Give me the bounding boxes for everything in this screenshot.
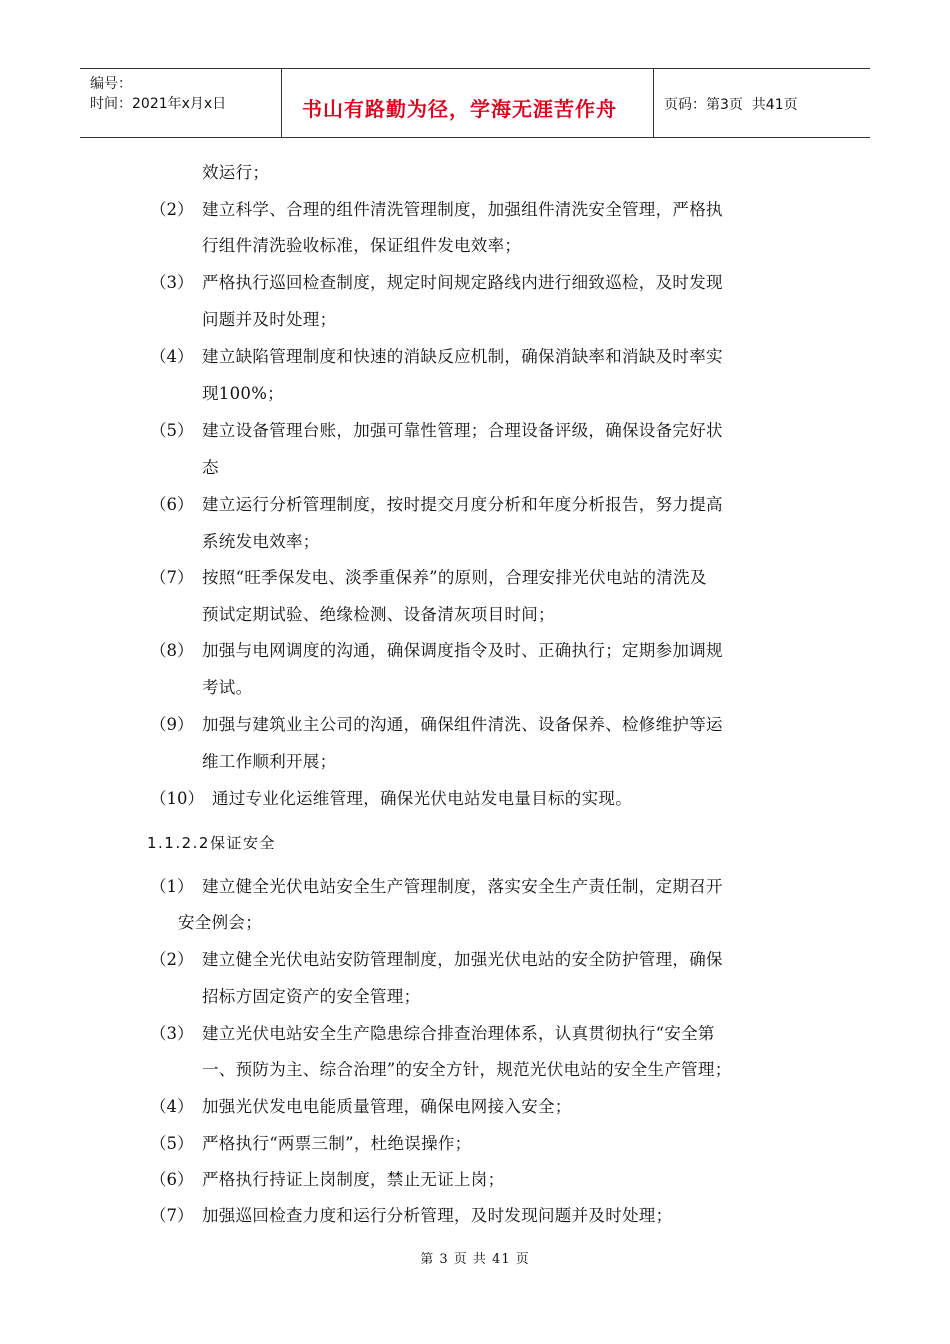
- list-item-text: 考试。: [202, 678, 253, 697]
- list-item-number: （6）: [150, 1170, 194, 1189]
- list-item-text: 安全例会；: [178, 913, 262, 932]
- list-item-text: 态: [202, 458, 219, 477]
- list-item-text: 加强与电网调度的沟通，确保调度指令及时、正确执行；定期参加调规: [202, 641, 723, 660]
- list-item-number: （4）: [150, 1097, 194, 1116]
- list-item-number: （9）: [150, 715, 194, 734]
- list-item-text: 维工作顺利开展；: [202, 752, 337, 771]
- list-item-text: 建立运行分析管理制度，按时提交月度分析和年度分析报告，努力提高: [202, 495, 723, 514]
- list-item-number: （8）: [150, 641, 194, 660]
- list-item-text: 招标方固定资产的安全管理；: [202, 987, 421, 1006]
- list-item-text: 问题并及时处理；: [202, 310, 337, 329]
- list-item-text: 严格执行持证上岗制度，禁止无证上岗；: [202, 1170, 505, 1189]
- header-motto: 书山有路勤为径，学海无涯苦作舟: [302, 97, 617, 121]
- list-item-text: 加强与建筑业主公司的沟通，确保组件清洗、设备保养、检修维护等运: [202, 715, 723, 734]
- list-item-number: （10）: [150, 789, 204, 808]
- list-item-number: （3）: [150, 1024, 194, 1043]
- header-meta-cell: [80, 69, 282, 137]
- list-item-number: （3）: [150, 273, 194, 292]
- list-item-text: 建立健全光伏电站安全生产管理制度，落实安全生产责任制，定期召开: [202, 877, 723, 896]
- list-item-text: 建立设备管理台账，加强可靠性管理；合理设备评级，确保设备完好状: [202, 421, 723, 440]
- list-item-number: （6）: [150, 495, 194, 514]
- list-item-text: 按照“旺季保发电、淡季重保养”的原则，合理安排光伏电站的清洗及: [202, 568, 707, 587]
- list-item-text: 预试定期试验、绝缘检测、设备清灰项目时间；: [202, 605, 555, 624]
- list-item-text: 建立科学、合理的组件清洗管理制度，加强组件清洗安全管理，严格执: [202, 200, 723, 219]
- list-item-text: 加强光伏发电电能质量管理，确保电网接入安全；: [202, 1097, 572, 1116]
- list-item-text: 通过专业化运维管理，确保光伏电站发电量目标的实现。: [212, 789, 632, 808]
- page-footer: 第 3 页 共 41 页: [420, 1252, 530, 1267]
- list-item-text: 系统发电效率；: [202, 532, 320, 551]
- list-item-text: 一、预防为主、综合治理”的安全方针，规范光伏电站的安全生产管理；: [202, 1060, 732, 1079]
- header-motto-cell: [282, 69, 654, 137]
- list-item-text: 严格执行巡回检查制度，规定时间规定路线内进行细致巡检，及时发现: [202, 273, 723, 292]
- list-item-number: （5）: [150, 421, 194, 440]
- list-item-number: （2）: [150, 200, 194, 219]
- list-item-text: 建立健全光伏电站安防管理制度，加强光伏电站的安全防护管理，确保: [202, 950, 723, 969]
- header-page-cell: [654, 69, 870, 137]
- list-item-continuation: 效运行；: [202, 163, 270, 182]
- list-item-number: （4）: [150, 347, 194, 366]
- list-item-number: （2）: [150, 950, 194, 969]
- list-item-text: 建立光伏电站安全生产隐患综合排查治理体系，认真贯彻执行“安全第: [202, 1024, 715, 1043]
- page-header: [80, 68, 870, 138]
- list-item-text: 现100%；: [202, 384, 284, 403]
- header-page-number: 页码：第3页 共41页: [664, 97, 798, 113]
- list-item-text: 建立缺陷管理制度和快速的消缺反应机制，确保消缺率和消缺及时率实: [202, 347, 723, 366]
- list-item-number: （7）: [150, 568, 194, 587]
- document-number-label: 编号：: [90, 76, 132, 92]
- list-item-text: 行组件清洗验收标准，保证组件发电效率；: [202, 236, 522, 255]
- document-date-label: 时间：2021年x月x日: [90, 96, 227, 112]
- list-item-text: 严格执行“两票三制”，杜绝误操作；: [202, 1134, 472, 1153]
- section-heading: 1.1.2.2保证安全: [147, 834, 276, 852]
- list-item-number: （5）: [150, 1134, 194, 1153]
- list-item-number: （1）: [150, 877, 194, 896]
- list-item-number: （7）: [150, 1206, 194, 1225]
- list-item-text: 加强巡回检查力度和运行分析管理，及时发现问题并及时处理；: [202, 1206, 673, 1225]
